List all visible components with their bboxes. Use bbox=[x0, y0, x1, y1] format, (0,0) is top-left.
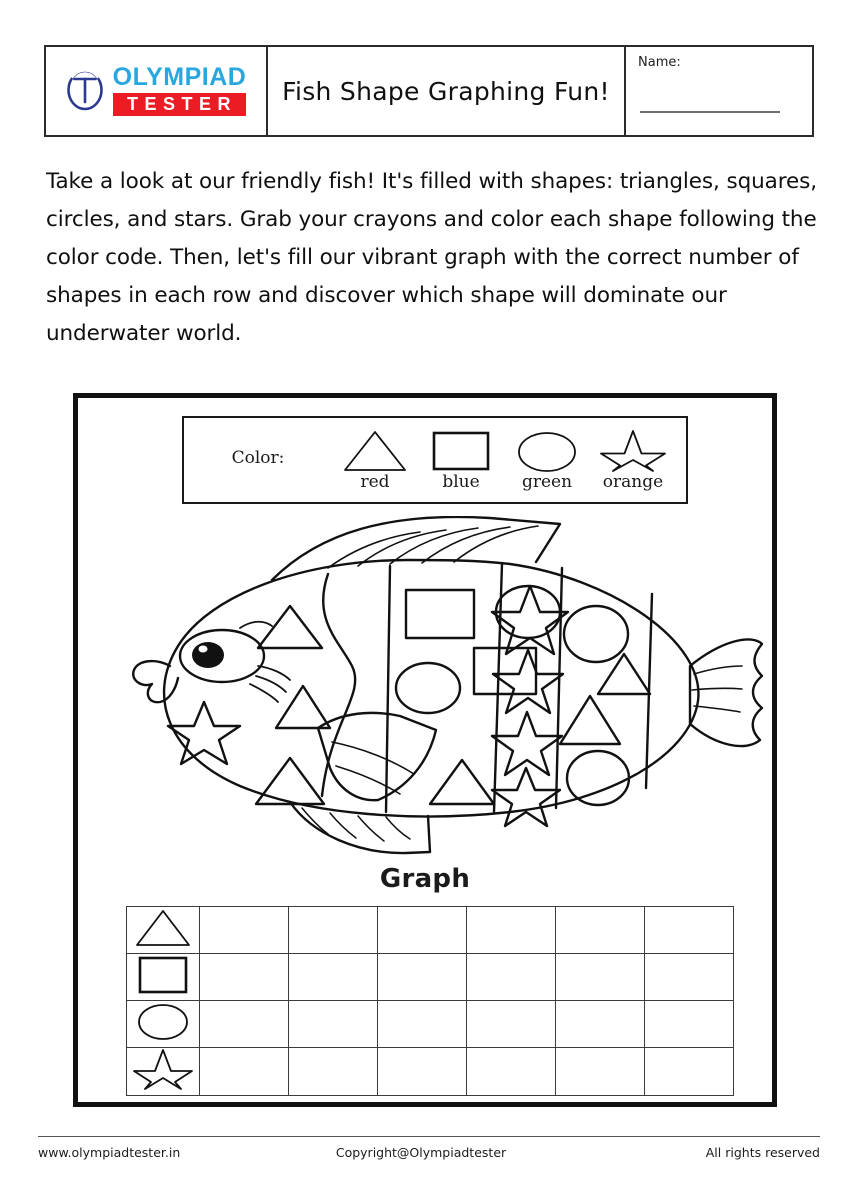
graph-cell[interactable] bbox=[645, 954, 734, 1001]
graph-cell[interactable] bbox=[467, 1048, 556, 1096]
eyelash-top bbox=[240, 622, 272, 628]
fish-mouth bbox=[133, 661, 178, 702]
legend-color-star: orange bbox=[602, 471, 664, 492]
fish-star-b4-4 bbox=[492, 768, 560, 826]
tail-ray-2 bbox=[692, 688, 742, 690]
worksheet-header bbox=[44, 45, 814, 137]
fish-eye-highlight bbox=[199, 646, 208, 653]
legend-color-ellipse: green bbox=[521, 471, 573, 492]
fish-circle-b5-2 bbox=[567, 751, 629, 805]
fish-eye-pupil bbox=[192, 642, 224, 668]
dorsal-ray-1 bbox=[328, 532, 420, 568]
table-row bbox=[127, 954, 734, 1001]
graph-cell[interactable] bbox=[200, 1001, 289, 1048]
fish-body-outline bbox=[164, 560, 698, 816]
instructions-paragraph: Take a look at our friendly fish! It's filled with shapes: triangles, squares, circles, and stars. Grab your crayons and color each shape following the color code. Then, let's fill our vibrant graph with the correct number of shapes in each row and discover which shape will dominate our underwater world. bbox=[46, 169, 817, 346]
fish-tail bbox=[690, 639, 762, 746]
legend-item-triangle bbox=[332, 429, 418, 492]
logo-cell bbox=[46, 47, 268, 135]
page-title: Fish Shape Graphing Fun! bbox=[282, 76, 610, 106]
legend-item-star bbox=[590, 429, 676, 492]
star-icon bbox=[599, 429, 667, 473]
page-footer bbox=[38, 1145, 820, 1160]
name-cell bbox=[626, 47, 812, 135]
fish-drawing bbox=[90, 516, 770, 861]
graph-cell[interactable] bbox=[289, 907, 378, 954]
fish-circle-b3-2 bbox=[396, 663, 460, 713]
square-icon bbox=[136, 955, 190, 995]
table-row bbox=[127, 1001, 734, 1048]
legend-item-ellipse bbox=[504, 429, 590, 492]
fish-triangle-b2-3 bbox=[256, 758, 324, 804]
fish-dorsal-fin bbox=[272, 517, 560, 580]
graph-cell[interactable] bbox=[378, 1048, 467, 1096]
fish-star-b4-3 bbox=[492, 712, 562, 775]
triangle-icon bbox=[134, 908, 192, 948]
logo-circle-t-icon bbox=[66, 69, 106, 111]
fish-triangle-b2-2 bbox=[276, 686, 330, 728]
rectangle-icon bbox=[430, 429, 492, 473]
graph-row-label-ellipse bbox=[127, 1001, 200, 1048]
logo-tester-text: TESTER bbox=[113, 93, 247, 116]
graph-row-label-square bbox=[127, 954, 200, 1001]
graph-cell[interactable] bbox=[645, 907, 734, 954]
fish-triangle-b5-2 bbox=[560, 696, 620, 744]
fish-star-b4-2 bbox=[493, 650, 563, 713]
graph-cell[interactable] bbox=[645, 1048, 734, 1096]
logo-wordmark bbox=[112, 62, 247, 116]
name-write-line[interactable] bbox=[640, 111, 780, 113]
star-icon bbox=[132, 1048, 194, 1090]
activity-area bbox=[73, 393, 777, 1107]
graph-cell[interactable] bbox=[556, 954, 645, 1001]
legend-color-rectangle: blue bbox=[442, 471, 480, 492]
footer-rights: All rights reserved bbox=[705, 1145, 820, 1160]
legend-label: Color: bbox=[231, 448, 285, 468]
ventral-ray-3 bbox=[358, 816, 384, 841]
dorsal-ray-3 bbox=[390, 528, 478, 564]
legend-items bbox=[332, 429, 686, 492]
graph-cell[interactable] bbox=[200, 954, 289, 1001]
ellipse-icon bbox=[135, 1002, 191, 1042]
footer-website[interactable]: www.olympiadtester.in bbox=[38, 1145, 181, 1160]
graph-cell[interactable] bbox=[200, 1048, 289, 1096]
graph-cell[interactable] bbox=[467, 907, 556, 954]
graph-row-label-star bbox=[127, 1048, 200, 1096]
fish-triangle-b3-1 bbox=[430, 760, 494, 804]
graph-cell[interactable] bbox=[378, 1001, 467, 1048]
logo-olympiad-text: OLYMPIAD bbox=[112, 62, 247, 91]
name-label: Name: bbox=[638, 55, 681, 70]
graph-cell[interactable] bbox=[378, 954, 467, 1001]
graph-cell[interactable] bbox=[645, 1001, 734, 1048]
graph-cell[interactable] bbox=[467, 954, 556, 1001]
graph-row-label-triangle bbox=[127, 907, 200, 954]
graph-cell[interactable] bbox=[467, 1001, 556, 1048]
color-code-legend bbox=[182, 416, 688, 504]
tally-graph-table bbox=[126, 906, 734, 1096]
ventral-ray-4 bbox=[386, 817, 410, 839]
fish-ventral-fin bbox=[290, 802, 430, 853]
graph-cell[interactable] bbox=[289, 1048, 378, 1096]
table-row bbox=[127, 907, 734, 954]
graph-cell[interactable] bbox=[289, 954, 378, 1001]
fish-triangle-b2-1 bbox=[258, 606, 322, 648]
triangle-icon bbox=[342, 429, 408, 473]
table-row bbox=[127, 1048, 734, 1096]
footer-copyright: Copyright@Olympiadtester bbox=[335, 1145, 507, 1160]
eyelash-3 bbox=[250, 684, 278, 702]
band-divider-1 bbox=[322, 574, 355, 796]
dorsal-ray-5 bbox=[454, 526, 538, 562]
graph-cell[interactable] bbox=[289, 1001, 378, 1048]
fish-star-head bbox=[168, 702, 240, 764]
fish-illustration bbox=[90, 516, 770, 861]
graph-cell[interactable] bbox=[378, 907, 467, 954]
graph-cell[interactable] bbox=[556, 1048, 645, 1096]
graph-cell[interactable] bbox=[200, 907, 289, 954]
graph-cell[interactable] bbox=[556, 907, 645, 954]
ellipse-icon bbox=[515, 429, 579, 473]
tail-ray-3 bbox=[694, 706, 740, 712]
footer-divider bbox=[38, 1136, 820, 1137]
fish-rectangle-b3-1 bbox=[406, 590, 474, 638]
title-cell bbox=[268, 47, 626, 135]
graph-cell[interactable] bbox=[556, 1001, 645, 1048]
graph-heading: Graph bbox=[379, 864, 471, 894]
legend-item-rectangle bbox=[418, 429, 504, 492]
olympiad-tester-logo bbox=[66, 62, 247, 116]
tail-ray-1 bbox=[694, 666, 742, 674]
fish-pectoral-fin bbox=[318, 713, 436, 800]
band-divider-2 bbox=[386, 566, 390, 812]
ventral-ray-2 bbox=[330, 813, 356, 838]
fish-circle-b5-1 bbox=[564, 606, 628, 662]
legend-color-triangle: red bbox=[360, 471, 390, 492]
